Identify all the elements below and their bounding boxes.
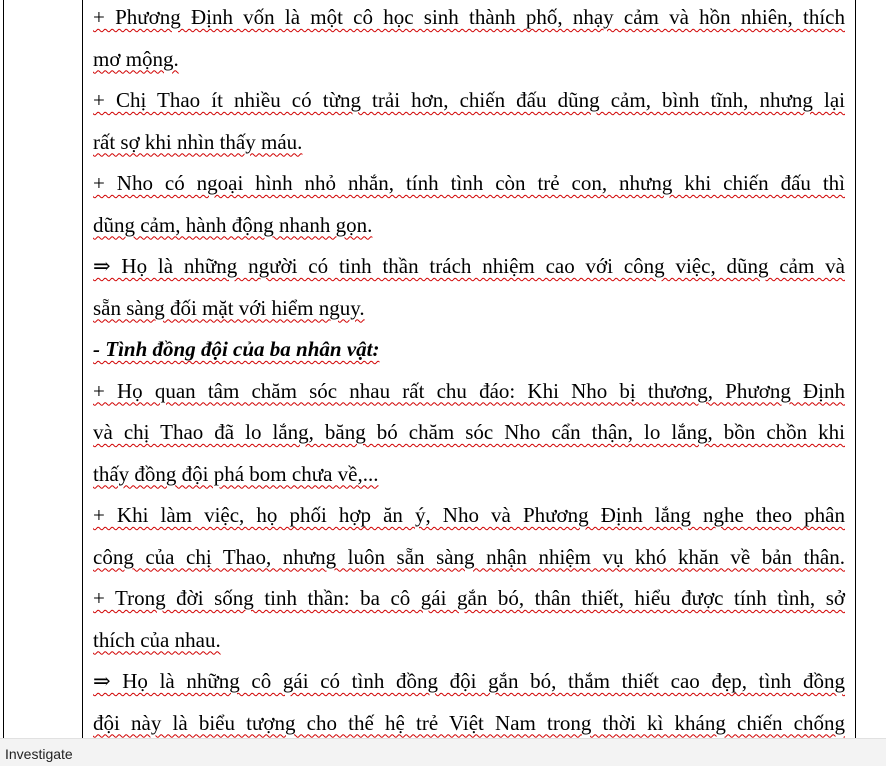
- line-text: + Họ quan tâm chăm sóc nhau rất chu đáo: Khi Nho bị thương, Phương Định: [93, 378, 845, 403]
- line-text: - Tình đồng đội của ba nhân vật:: [93, 337, 380, 361]
- table-content-cell[interactable]: [93, 0, 845, 738]
- line-text: đội này là biểu tượng cho thế hệ trẻ Việt Nam trong thời kì kháng chiến chống: [93, 710, 845, 735]
- table-left-column-cell[interactable]: [3, 0, 82, 738]
- text-line[interactable]: [93, 703, 845, 739]
- line-text: và chị Thao đã lo lắng, băng bó chăm sóc Nho cẩn thận, lo lắng, bồn chồn khi: [93, 420, 845, 444]
- text-line[interactable]: [93, 39, 845, 81]
- section-heading[interactable]: [93, 329, 845, 371]
- status-bar-label[interactable]: Investigate: [5, 746, 73, 762]
- text-line[interactable]: [93, 661, 845, 703]
- line-text: ⇒ Họ là những cô gái có tình đồng đội gắn bó, thắm thiết cao đẹp, tình đồng: [93, 669, 845, 693]
- text-line[interactable]: [93, 0, 845, 39]
- status-bar: [0, 738, 886, 766]
- text-line[interactable]: [93, 246, 845, 288]
- line-text: + Khi làm việc, họ phối hợp ăn ý, Nho và Phương Định lắng nghe theo phân: [93, 503, 845, 527]
- text-line[interactable]: [93, 620, 845, 662]
- line-text: sẵn sàng đối mặt với hiểm nguy.: [93, 295, 365, 320]
- text-line[interactable]: [93, 288, 845, 330]
- line-text: + Phương Định vốn là một cô học sinh thành phố, nhạy cảm và hồn nhiên, thích: [93, 5, 845, 29]
- text-line[interactable]: [93, 371, 845, 413]
- line-text: + Trong đời sống tinh thần: ba cô gái gắn bó, thân thiết, hiểu được tính tình, sở: [93, 586, 845, 610]
- line-text: ⇒ Họ là những người có tinh thần trách nhiệm cao với công việc, dũng cảm và: [93, 254, 845, 278]
- line-text: + Nho có ngoại hình nhỏ nhắn, tính tình còn trẻ con, nhưng khi chiến đấu thì: [93, 171, 845, 195]
- paragraph-lines: [93, 0, 845, 738]
- line-text: thấy đồng đội phá bom chưa về,...: [93, 461, 379, 486]
- text-line[interactable]: [93, 537, 845, 579]
- table-column-divider: [82, 0, 83, 738]
- line-text: thích của nhau.: [93, 627, 221, 652]
- text-line[interactable]: [93, 412, 845, 454]
- text-line[interactable]: [93, 163, 845, 205]
- table-right-border: [855, 0, 856, 738]
- line-text: rất sợ khi nhìn thấy máu.: [93, 129, 303, 154]
- text-line[interactable]: [93, 80, 845, 122]
- text-line[interactable]: [93, 578, 845, 620]
- line-text: mơ mộng.: [93, 46, 179, 71]
- text-line[interactable]: [93, 454, 845, 496]
- line-text: + Chị Thao ít nhiều có từng trải hơn, chiến đấu dũng cảm, bình tĩnh, nhưng lại: [93, 88, 845, 112]
- text-line[interactable]: [93, 495, 845, 537]
- line-text: dũng cảm, hành động nhanh gọn.: [93, 212, 373, 237]
- text-line[interactable]: [93, 205, 845, 247]
- text-line[interactable]: [93, 122, 845, 164]
- line-text: công của chị Thao, nhưng luôn sẵn sàng nhận nhiệm vụ khó khăn về bản thân.: [93, 544, 845, 569]
